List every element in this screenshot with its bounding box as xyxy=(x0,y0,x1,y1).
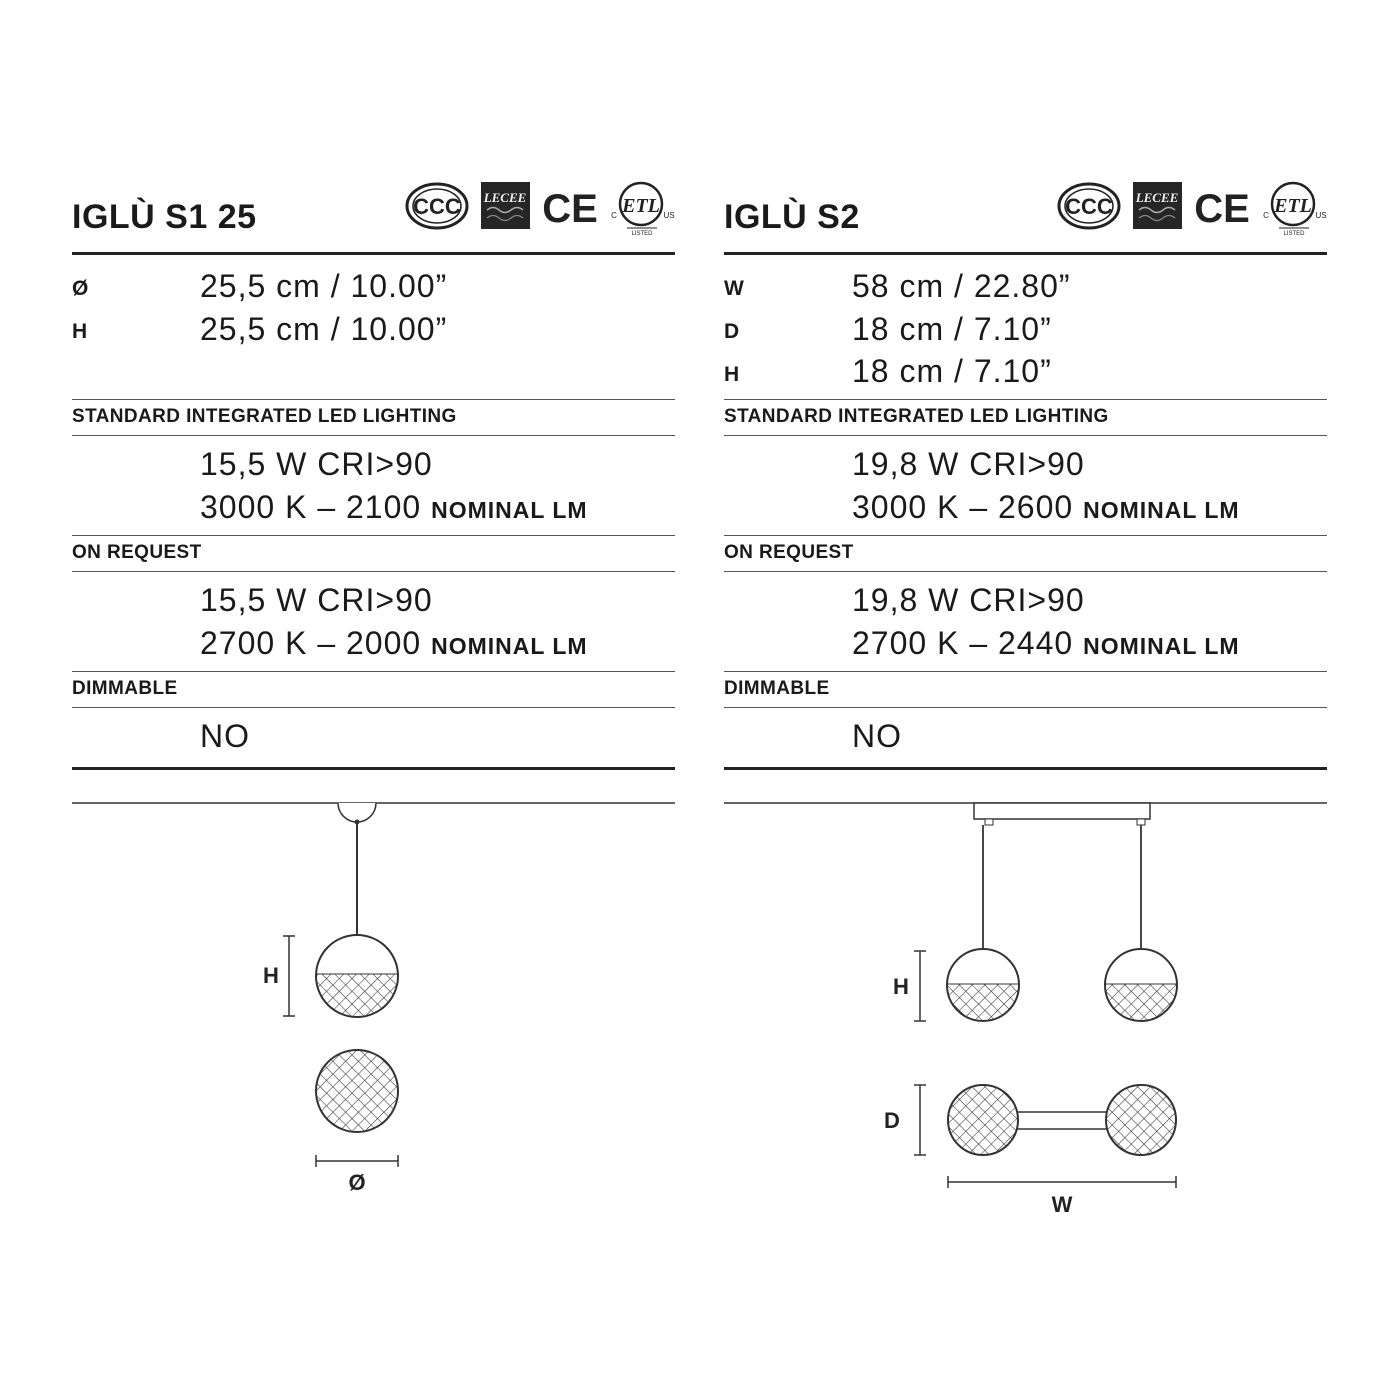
divider xyxy=(724,671,1327,672)
section-heading-dimmable: DIMMABLE xyxy=(724,678,830,699)
dimension-label-height: H xyxy=(72,320,88,343)
on-request-power-cri: 15,5 W CRI>90 xyxy=(200,582,433,618)
ccc-mark-icon xyxy=(1059,184,1119,228)
standard-power-cri: 19,8 W CRI>90 xyxy=(852,446,1085,482)
product-sheet-igl-s1-25 xyxy=(72,0,675,1400)
height-dimension xyxy=(263,936,295,1016)
svg-text:LECEE: LECEE xyxy=(1135,190,1179,205)
standard-temp-lumen-value: 3000 K – 2100 xyxy=(200,489,422,525)
on-request-power-cri: 19,8 W CRI>90 xyxy=(852,582,1085,618)
certification-marks xyxy=(1057,180,1327,236)
product-title: IGLÙ S2 xyxy=(724,198,860,236)
divider xyxy=(72,399,675,400)
divider xyxy=(724,252,1327,255)
divider xyxy=(724,767,1327,770)
ce-mark-icon xyxy=(1194,187,1250,231)
nominal-lm-unit: NOMINAL LM xyxy=(431,497,588,523)
height-dimension xyxy=(893,951,926,1021)
divider xyxy=(724,571,1327,572)
sphere-side-view-right xyxy=(1105,949,1177,1024)
product-title: IGLÙ S1 25 xyxy=(72,198,257,236)
technical-drawing-double-pendant xyxy=(724,800,1327,1240)
divider xyxy=(72,671,675,672)
svg-text:CE: CE xyxy=(542,187,598,231)
on-request-temp-lumen-value: 2700 K – 2000 xyxy=(200,625,422,661)
divider xyxy=(72,252,675,255)
ceiling-canopy xyxy=(338,803,376,822)
product-sheet-igl-s2 xyxy=(724,0,1327,1400)
divider xyxy=(72,767,675,770)
sphere-top-view-left xyxy=(948,1085,1018,1155)
section-heading-on-request: ON REQUEST xyxy=(724,542,854,563)
svg-text:LECEE: LECEE xyxy=(483,190,527,205)
on-request-color-temp-lumen xyxy=(200,625,588,662)
dimmable-value: NO xyxy=(852,718,902,754)
sphere-side-view-left xyxy=(947,949,1019,1024)
section-heading-standard: STANDARD INTEGRATED LED LIGHTING xyxy=(724,406,1109,427)
divider xyxy=(724,435,1327,436)
sphere-top-view xyxy=(316,1050,398,1132)
diameter-dimension xyxy=(316,1155,398,1195)
dimension-value-height: 18 cm / 7.10” xyxy=(852,353,1052,389)
divider xyxy=(72,571,675,572)
lecee-mark-icon xyxy=(1133,182,1182,229)
dimension-label-depth: D xyxy=(724,320,740,343)
section-heading-standard: STANDARD INTEGRATED LED LIGHTING xyxy=(72,406,457,427)
dimension-label-diameter: Ø xyxy=(72,277,89,300)
svg-text:US: US xyxy=(1315,211,1327,220)
width-label: W xyxy=(1051,1192,1073,1217)
divider xyxy=(72,707,675,708)
dimension-label-height: H xyxy=(724,363,740,386)
top-view xyxy=(948,1085,1176,1155)
svg-text:C: C xyxy=(611,211,617,220)
sphere-top-view-right xyxy=(1106,1085,1176,1155)
divider xyxy=(72,435,675,436)
on-request-color-temp-lumen xyxy=(852,625,1240,662)
technical-drawing-single-pendant xyxy=(72,800,675,1240)
etl-listed-icon xyxy=(611,183,674,236)
diameter-label: Ø xyxy=(348,1170,366,1195)
height-label: H xyxy=(263,963,279,988)
svg-text:LISTED: LISTED xyxy=(1283,231,1305,236)
divider xyxy=(724,707,1327,708)
etl-listed-icon xyxy=(1263,183,1326,236)
lecee-mark-icon xyxy=(481,182,530,229)
on-request-temp-lumen-value: 2700 K – 2440 xyxy=(852,625,1074,661)
dimension-label-width: W xyxy=(724,277,744,300)
svg-text:CCC: CCC xyxy=(413,194,461,219)
standard-temp-lumen-value: 3000 K – 2600 xyxy=(852,489,1074,525)
dimension-value-depth: 18 cm / 7.10” xyxy=(852,311,1052,347)
nominal-lm-unit: NOMINAL LM xyxy=(431,633,588,659)
connecting-bar xyxy=(1014,1112,1114,1129)
dimmable-value: NO xyxy=(200,718,250,754)
width-dimension xyxy=(948,1176,1176,1217)
svg-text:LISTED: LISTED xyxy=(631,231,653,236)
depth-label: D xyxy=(884,1108,900,1133)
certification-marks xyxy=(405,180,675,236)
section-heading-on-request: ON REQUEST xyxy=(72,542,202,563)
ccc-mark-icon xyxy=(407,184,467,228)
depth-dimension xyxy=(884,1085,926,1155)
nominal-lm-unit: NOMINAL LM xyxy=(1083,497,1240,523)
height-label: H xyxy=(893,974,909,999)
ceiling-canopy-bar xyxy=(974,803,1150,819)
sphere-side-view xyxy=(316,935,398,1019)
divider xyxy=(724,399,1327,400)
svg-text:ETL: ETL xyxy=(622,195,660,217)
divider xyxy=(724,535,1327,536)
standard-color-temp-lumen xyxy=(852,489,1240,526)
svg-text:US: US xyxy=(663,211,675,220)
svg-text:ETL: ETL xyxy=(1274,195,1312,217)
standard-power-cri: 15,5 W CRI>90 xyxy=(200,446,433,482)
svg-text:CE: CE xyxy=(1194,187,1250,231)
divider xyxy=(72,535,675,536)
svg-text:CCC: CCC xyxy=(1065,194,1113,219)
standard-color-temp-lumen xyxy=(200,489,588,526)
dimension-value-height: 25,5 cm / 10.00” xyxy=(200,311,448,347)
dimension-value-width: 58 cm / 22.80” xyxy=(852,268,1071,304)
ce-mark-icon xyxy=(542,187,598,231)
section-heading-dimmable: DIMMABLE xyxy=(72,678,178,699)
dimension-value-diameter: 25,5 cm / 10.00” xyxy=(200,268,448,304)
svg-text:C: C xyxy=(1263,211,1269,220)
nominal-lm-unit: NOMINAL LM xyxy=(1083,633,1240,659)
